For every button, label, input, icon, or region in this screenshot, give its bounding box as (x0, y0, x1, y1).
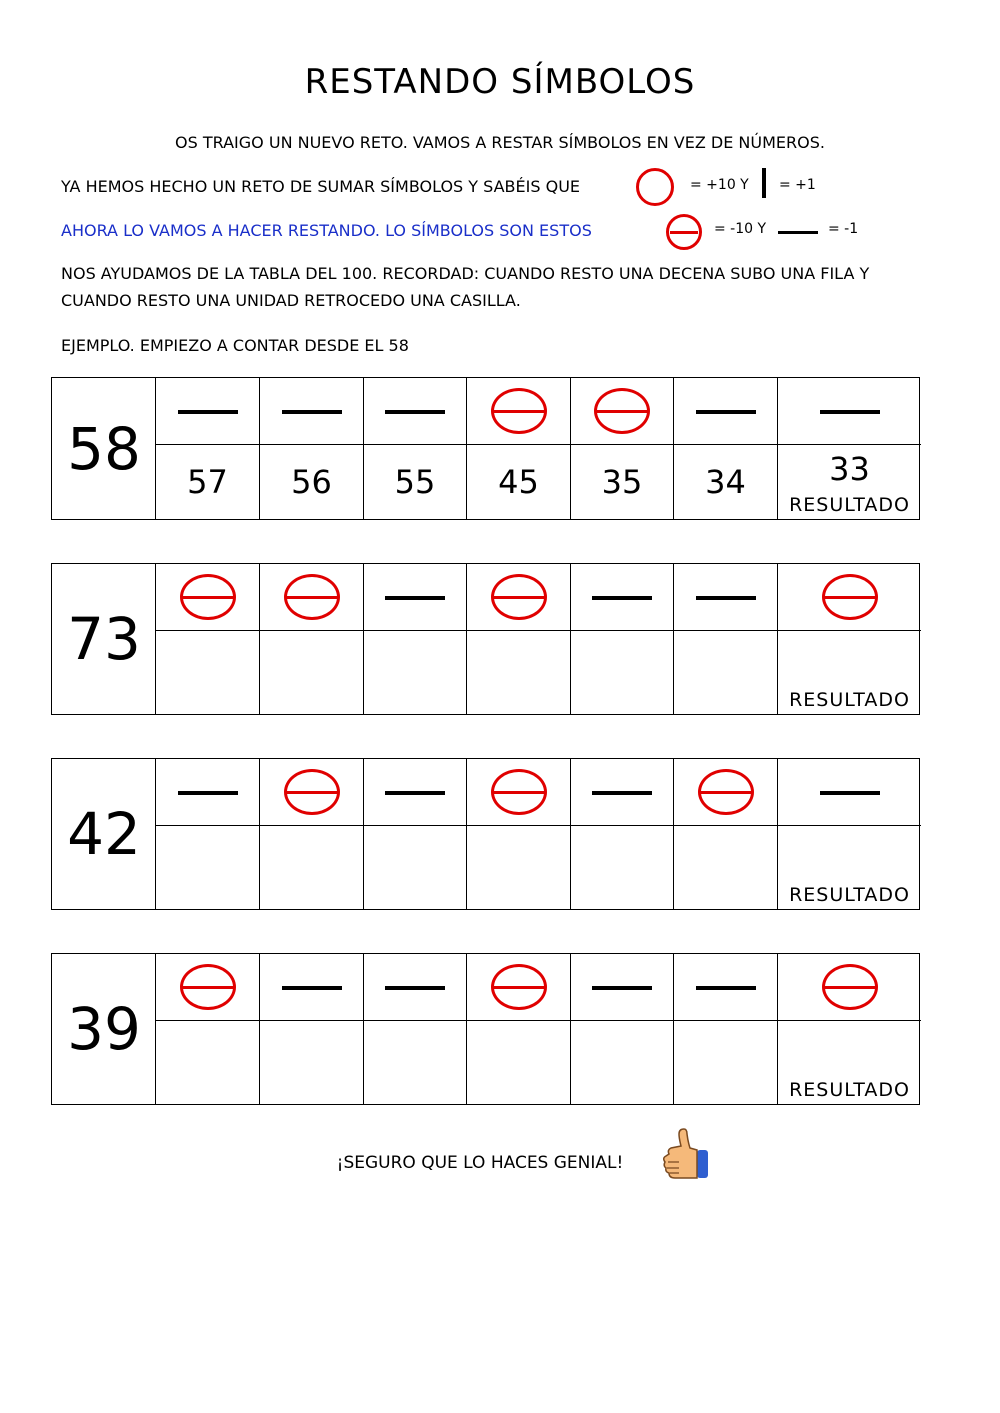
answer-cell[interactable] (364, 1021, 467, 1104)
exercise-table (51, 377, 920, 520)
symbol-cell (467, 564, 571, 631)
result-cell[interactable] (778, 826, 921, 909)
symbol-cell (156, 378, 260, 445)
sum-line-text: YA HEMOS HECHO UN RETO DE SUMAR SÍMBOLOS Y SABÉIS QUE (61, 177, 581, 196)
minus-ten-ring-icon (284, 574, 340, 620)
minus-ten-ring-icon (180, 964, 236, 1010)
answer-cell[interactable] (260, 445, 364, 519)
symbol-cell (778, 759, 921, 826)
minus-one-dash-icon (696, 596, 756, 600)
result-label: RESULTADO (789, 1079, 910, 1101)
symbol-cell (467, 378, 571, 445)
answer-cell[interactable] (571, 1021, 674, 1104)
symbol-cell (364, 378, 467, 445)
answer-cell[interactable] (571, 826, 674, 909)
minus-ten-ring-icon (594, 388, 650, 434)
symbol-cell (571, 759, 674, 826)
minus-one-dash-icon (385, 596, 445, 600)
minus-one-dash-icon (696, 410, 756, 414)
symbol-cell (674, 378, 778, 445)
sub-ring-value: = -10 Y (714, 221, 767, 237)
intro-text: OS TRAIGO UN NUEVO RETO. VAMOS A RESTAR SÍMBOLOS EN VEZ DE NÚMEROS. (175, 133, 825, 152)
sub-line-text: AHORA LO VAMOS A HACER RESTANDO. LO SÍMBOLOS SON ESTOS (61, 221, 592, 240)
answer-cell[interactable] (467, 1021, 571, 1104)
symbol-cell (364, 954, 467, 1021)
sub-dash-value: = -1 (828, 221, 859, 237)
start-number: 39 (67, 995, 141, 1063)
plus-one-bar-icon (762, 168, 766, 198)
answer-cell[interactable] (571, 631, 674, 714)
start-number: 58 (67, 414, 141, 483)
symbol-cell (467, 759, 571, 826)
symbol-cell (571, 954, 674, 1021)
answer-cell[interactable] (674, 826, 778, 909)
minus-one-dash-icon (778, 231, 818, 234)
answer-value: 56 (291, 463, 332, 501)
symbol-cell (364, 564, 467, 631)
symbol-cell (260, 564, 364, 631)
result-cell[interactable] (778, 445, 921, 519)
page-title: RESTANDO SÍMBOLOS (304, 62, 696, 102)
minus-ten-ring-icon (698, 769, 754, 815)
minus-one-dash-icon (385, 986, 445, 990)
closing-text: ¡SEGURO QUE LO HACES GENIAL! (336, 1153, 624, 1173)
answer-value: 33 (829, 450, 870, 488)
start-number-cell (52, 564, 156, 714)
minus-ten-ring-icon (491, 388, 547, 434)
minus-one-dash-icon (178, 410, 238, 414)
result-cell[interactable] (778, 1021, 921, 1104)
result-cell[interactable] (778, 631, 921, 714)
minus-one-dash-icon (592, 596, 652, 600)
minus-ten-ring-icon (822, 574, 878, 620)
minus-ten-ring-icon (491, 769, 547, 815)
plus-ten-ring-icon (636, 168, 674, 206)
symbol-cell (778, 954, 921, 1021)
answer-cell[interactable] (156, 826, 260, 909)
answer-cell[interactable] (467, 445, 571, 519)
symbol-cell (467, 954, 571, 1021)
symbol-cell (260, 954, 364, 1021)
minus-one-dash-icon (178, 791, 238, 795)
minus-ten-ring-icon (666, 214, 702, 250)
start-number: 73 (67, 605, 141, 673)
answer-cell[interactable] (674, 631, 778, 714)
minus-ten-ring-icon (491, 574, 547, 620)
exercise-table (51, 953, 920, 1105)
minus-one-dash-icon (696, 986, 756, 990)
sum-bar-value: = +1 (779, 177, 816, 193)
answer-cell[interactable] (674, 1021, 778, 1104)
exercise-table (51, 758, 920, 910)
answer-value: 55 (394, 463, 436, 501)
minus-ten-ring-icon (822, 964, 878, 1010)
answer-cell[interactable] (467, 826, 571, 909)
minus-one-dash-icon (592, 986, 652, 990)
minus-one-dash-icon (282, 410, 342, 414)
symbol-cell (674, 564, 778, 631)
minus-one-dash-icon (820, 791, 880, 795)
answer-cell[interactable] (260, 826, 364, 909)
result-label: RESULTADO (789, 689, 910, 711)
minus-one-dash-icon (592, 791, 652, 795)
answer-cell[interactable] (260, 1021, 364, 1104)
thumbs-up-icon (663, 1128, 709, 1182)
symbol-cell (674, 759, 778, 826)
symbol-cell (778, 564, 921, 631)
answer-cell[interactable] (364, 826, 467, 909)
symbol-cell (364, 759, 467, 826)
result-label: RESULTADO (789, 494, 910, 516)
result-label: RESULTADO (789, 884, 910, 906)
minus-one-dash-icon (385, 791, 445, 795)
minus-one-dash-icon (385, 410, 445, 414)
symbol-cell (260, 759, 364, 826)
answer-cell[interactable] (156, 1021, 260, 1104)
answer-cell[interactable] (674, 445, 778, 519)
start-number-cell (52, 378, 156, 519)
minus-ten-ring-icon (284, 769, 340, 815)
symbol-cell (156, 954, 260, 1021)
answer-value: 45 (498, 463, 539, 501)
symbol-cell (156, 564, 260, 631)
answer-cell[interactable] (156, 631, 260, 714)
exercise-table (51, 563, 920, 715)
instructions-line-1: NOS AYUDAMOS DE LA TABLA DEL 100. RECORDAD: CUANDO RESTO UNA DECENA SUBO UNA FILA Y (61, 264, 870, 283)
symbol-cell (674, 954, 778, 1021)
answer-cell[interactable] (364, 631, 467, 714)
answer-value: 57 (187, 463, 228, 501)
answer-cell[interactable] (156, 445, 260, 519)
answer-value: 35 (601, 463, 643, 501)
minus-ten-ring-icon (491, 964, 547, 1010)
symbol-cell (571, 564, 674, 631)
symbol-cell (571, 378, 674, 445)
answer-cell[interactable] (467, 631, 571, 714)
answer-cell[interactable] (364, 445, 467, 519)
answer-cell[interactable] (571, 445, 674, 519)
symbol-cell (156, 759, 260, 826)
start-number: 42 (67, 800, 141, 868)
minus-ten-ring-icon (180, 574, 236, 620)
answer-value: 34 (705, 463, 746, 501)
symbol-cell (260, 378, 364, 445)
minus-one-dash-icon (282, 986, 342, 990)
symbol-cell (778, 378, 921, 445)
example-label: EJEMPLO. EMPIEZO A CONTAR DESDE EL 58 (61, 336, 409, 355)
start-number-cell (52, 759, 156, 909)
answer-cell[interactable] (260, 631, 364, 714)
start-number-cell (52, 954, 156, 1104)
minus-one-dash-icon (820, 410, 880, 414)
instructions-line-2: CUANDO RESTO UNA UNIDAD RETROCEDO UNA CASILLA. (61, 291, 521, 310)
sum-ring-value: = +10 Y (690, 177, 749, 193)
